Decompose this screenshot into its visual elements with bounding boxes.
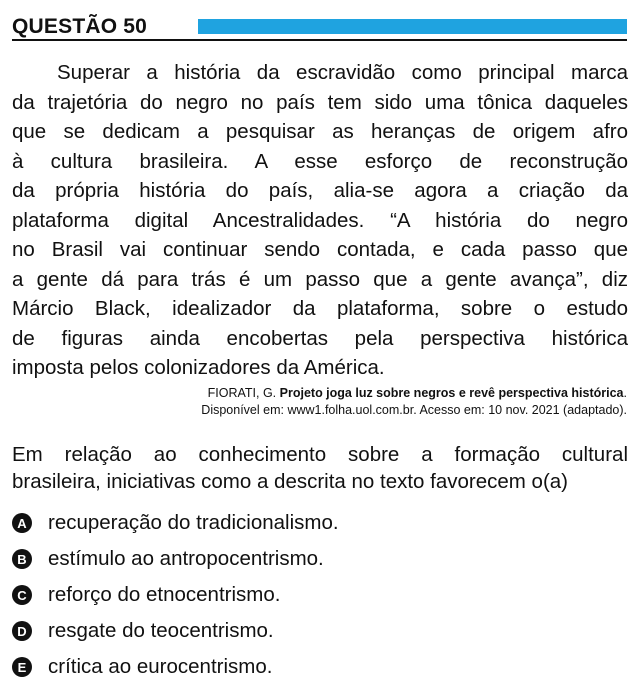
source-availability: Disponível em: www1.folha.uol.com.br. Acesso em: 10 nov. 2021 (adaptado).	[201, 403, 627, 417]
passage-line: Márcio Black, idealizador da plataforma, sobre o estudo	[12, 297, 628, 320]
passage-line: que se dedicam a pesquisar as heranças de origem afro	[12, 120, 628, 143]
header-accent-bar	[198, 19, 627, 34]
option-letter-badge: B	[12, 549, 32, 569]
header-underline	[12, 39, 627, 41]
passage-line: da própria história do país, alia-se agora a criação da	[12, 179, 628, 202]
option-d[interactable]	[12, 613, 628, 649]
option-letter-badge: D	[12, 621, 32, 641]
option-text: recuperação do tradicionalismo.	[48, 511, 339, 534]
option-letter-badge: A	[12, 513, 32, 533]
option-text: reforço do etnocentrismo.	[48, 583, 281, 606]
option-c[interactable]	[12, 577, 628, 613]
source-author: FIORATI, G.	[207, 386, 277, 400]
option-letter-badge: E	[12, 657, 32, 677]
question-title: QUESTÃO 50	[12, 15, 148, 38]
source-line-1: FIORATI, G. Projeto joga luz sobre negros e revê perspectiva histórica.	[207, 386, 627, 400]
prompt-line: brasileira, iniciativas como a descrita no texto favorecem o(a)	[12, 470, 569, 493]
answer-options	[12, 505, 628, 685]
passage-text	[12, 58, 628, 383]
passage-line: de figuras ainda encobertas pela perspectiva histórica	[12, 326, 628, 350]
passage-line: plataforma digital Ancestralidades. “A história do negro	[12, 208, 628, 232]
source-citation	[201, 385, 627, 419]
option-e[interactable]	[12, 649, 628, 685]
question-header	[12, 13, 627, 41]
option-text: resgate do teocentrismo.	[48, 619, 274, 642]
source-title: Projeto joga luz sobre negros e revê perspectiva histórica	[279, 386, 624, 400]
question-prompt	[12, 441, 628, 495]
option-text: crítica ao eurocentrismo.	[48, 655, 273, 678]
option-letter-badge: C	[12, 585, 32, 605]
passage-line: Superar a história da escravidão como principal marca	[57, 61, 628, 84]
passage-line: a gente dá para trás é um passo que a gente avança”, diz	[12, 267, 628, 291]
passage-line: da trajetória do negro no país tem sido uma tônica daqueles	[12, 90, 628, 114]
option-a[interactable]	[12, 505, 628, 541]
option-text: estímulo ao antropocentrismo.	[48, 547, 324, 570]
passage-line: no Brasil vai continuar sendo contada, e cada passo que	[12, 238, 628, 261]
prompt-line: Em relação ao conhecimento sobre a formação cultural	[12, 443, 628, 466]
option-b[interactable]	[12, 541, 628, 577]
passage-line: à cultura brasileira. A esse esforço de reconstrução	[12, 149, 628, 173]
passage-line: imposta pelos colonizadores da América.	[12, 356, 385, 379]
